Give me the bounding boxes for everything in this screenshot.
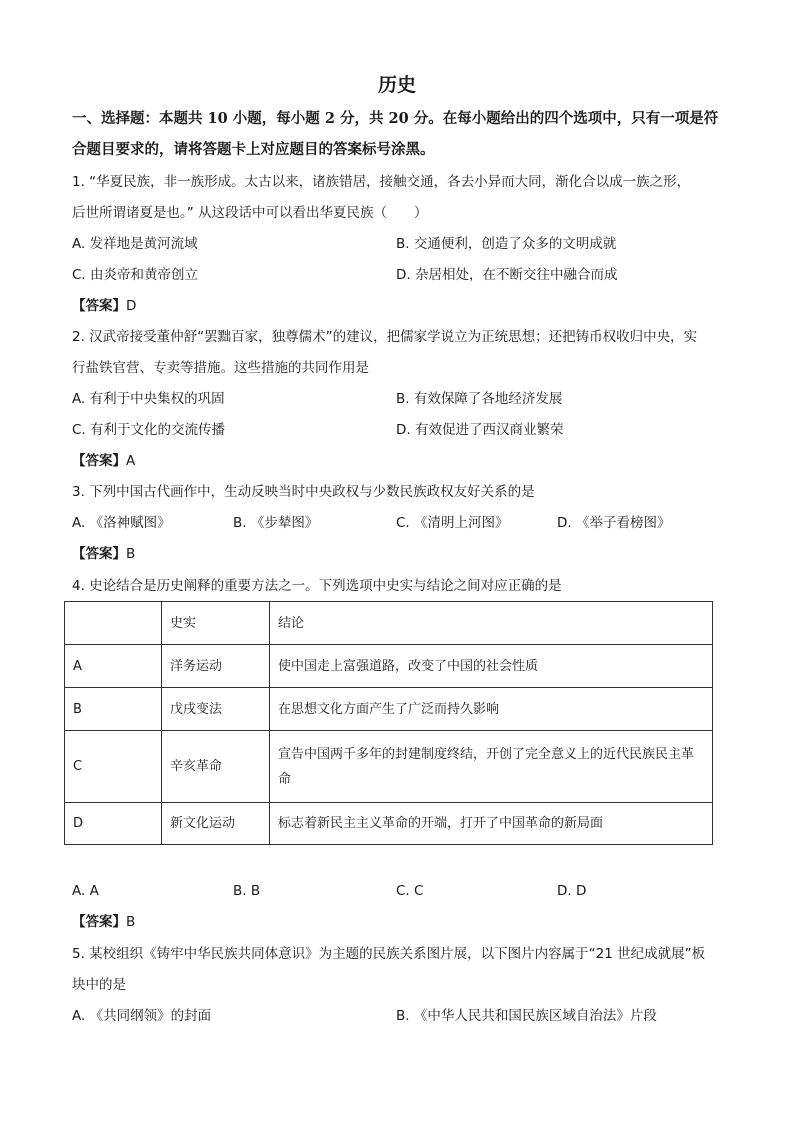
q5-text-line2: 块中的是: [72, 977, 126, 993]
q1-option-d: D. 杂居相处，在不断交往中融合而成: [396, 267, 618, 283]
table-cell-fact: 新文化运动: [162, 803, 270, 845]
table-cell-conclusion: 宣告中国两千多年的封建制度终结，开创了完全意义上的近代民族民主革命: [270, 731, 713, 803]
table-row: [65, 688, 713, 731]
q1-option-a: A. 发祥地是黄河流域: [72, 236, 198, 252]
table-header-cell: [65, 602, 162, 645]
table-row: [65, 731, 713, 803]
q2-option-b: B. 有效保障了各地经济发展: [396, 391, 563, 407]
q4-text-line1: 4. 史论结合是历史阐释的重要方法之一。下列选项中史实与结论之间对应正确的是: [72, 578, 562, 594]
table-header-row: [65, 602, 713, 645]
q2-option-a: A. 有利于中央集权的巩固: [72, 391, 225, 407]
table-cell-option: A: [65, 645, 162, 688]
answer-label: 【答案】: [72, 546, 126, 562]
q1-text-line1: 1. “华夏民族，非一族形成。太古以来，诸族错居，接触交通，各去小异而大同，渐化合以成一族之形，: [72, 174, 691, 190]
q1-answer: [72, 296, 136, 316]
table-cell-fact: 洋务运动: [162, 645, 270, 688]
answer-label: 【答案】: [72, 914, 126, 930]
q3-text-line1: 3. 下列中国古代画作中，生动反映当时中央政权与少数民族政权友好关系的是: [72, 484, 535, 500]
q3-option-a: A. 《洛神赋图》: [72, 515, 171, 531]
q4-table: [64, 601, 713, 845]
table-cell-fact: 戊戌变法: [162, 688, 270, 731]
page-title: 历史: [377, 74, 416, 96]
answer-label: 【答案】: [72, 298, 126, 314]
answer-value: B: [126, 914, 136, 930]
q2-text-line2: 行盐铁官营、专卖等措施。这些措施的共同作用是: [72, 360, 369, 376]
q4-option-a: A. A: [72, 883, 99, 899]
q2-option-c: C. 有利于文化的交流传播: [72, 422, 226, 438]
q2-option-d: D. 有效促进了西汉商业繁荣: [396, 422, 564, 438]
answer-label: 【答案】: [72, 453, 126, 469]
answer-value: A: [126, 453, 136, 469]
table-header-cell: 史实: [162, 602, 270, 645]
q5-option-a: A. 《共同纲领》的封面: [72, 1008, 212, 1024]
q2-answer: [72, 451, 135, 471]
table-cell-fact: 辛亥革命: [162, 731, 270, 803]
q1-option-b: B. 交通便利，创造了众多的文明成就: [396, 236, 617, 252]
q4-option-c: C. C: [396, 883, 424, 899]
answer-value: D: [126, 298, 137, 314]
q3-answer: [72, 544, 135, 564]
q3-option-d: D. 《举子看榜图》: [557, 515, 671, 531]
table-cell-conclusion: 标志着新民主主义革命的开端，打开了中国革命的新局面: [270, 803, 713, 845]
table-cell-conclusion: 使中国走上富强道路，改变了中国的社会性质: [270, 645, 713, 688]
table-header-cell: 结论: [270, 602, 713, 645]
q4-answer: [72, 912, 135, 932]
table-cell-option: C: [65, 731, 162, 803]
section-heading: 一、选择题：本题共 10 小题，每小题 2 分，共 20 分。在每小题给出的四个选项中，只有一项是符合题目要求的，请将答题卡上对应题目的答案标号涂黑。: [72, 110, 719, 158]
q1-option-c: C. 由炎帝和黄帝创立: [72, 267, 199, 283]
answer-value: B: [126, 546, 136, 562]
table-row: [65, 645, 713, 688]
q1-text-line2: 后世所谓诸夏是也。” 从这段话中可以看出华夏民族（ ）: [72, 205, 428, 221]
q5-text-line1: 5. 某校组织《铸牢中华民族共同体意识》为主题的民族关系图片展，以下图片内容属于“21 世纪成就展”板: [72, 946, 706, 962]
q5-option-b: B. 《中华人民共和国民族区域自治法》片段: [396, 1008, 657, 1024]
q3-option-c: C. 《清明上河图》: [396, 515, 509, 531]
table-row: [65, 803, 713, 845]
q3-option-b: B. 《步辇图》: [233, 515, 319, 531]
table-cell-option: D: [65, 803, 162, 845]
q4-option-d: D. D: [557, 883, 587, 899]
q4-option-b: B. B: [233, 883, 261, 899]
q2-text-line1: 2. 汉武帝接受董仲舒“罢黜百家，独尊儒术”的建议，把儒家学说立为正统思想；还把铸币权收归中央，实: [72, 329, 698, 345]
table-cell-conclusion: 在思想文化方面产生了广泛而持久影响: [270, 688, 713, 731]
table-cell-option: B: [65, 688, 162, 731]
